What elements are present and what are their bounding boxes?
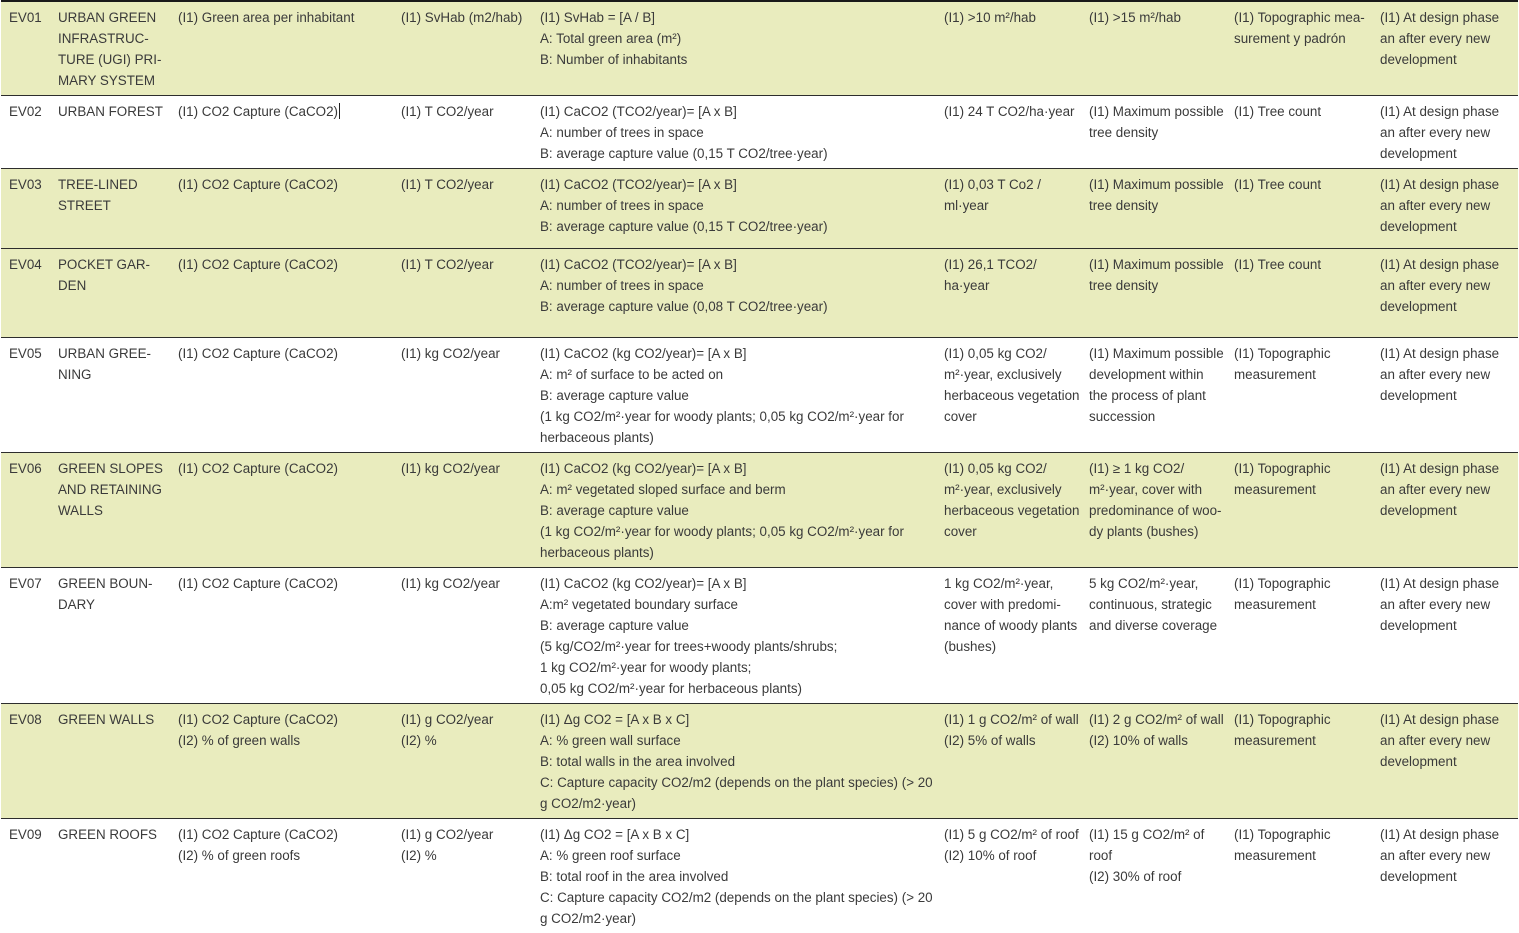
target-value-cell xyxy=(1081,1,1226,96)
method-cell xyxy=(1226,169,1372,249)
cell-line: continuous, strategic xyxy=(1089,594,1220,615)
cell-line: an after every new xyxy=(1380,594,1512,615)
formula-cell xyxy=(532,704,936,819)
cell-line: A: number of trees in space xyxy=(540,122,930,143)
cell-line: (I1) Topographic xyxy=(1234,458,1366,479)
cell-line: (I1) T CO2/year xyxy=(401,101,526,122)
indicator-cell[interactable] xyxy=(170,453,393,568)
entry-name xyxy=(50,96,170,169)
cell-line: A: m² vegetated sloped surface and berm xyxy=(540,479,930,500)
cell-line: ha·year xyxy=(944,275,1075,296)
entry-code: EV03 xyxy=(1,169,50,249)
cell-line: (I1) T CO2/year xyxy=(401,174,526,195)
cell-line: GREEN WALLS xyxy=(58,709,164,730)
indicator-cell[interactable] xyxy=(170,96,393,169)
minimum-value-cell xyxy=(936,453,1081,568)
cell-line: A: number of trees in space xyxy=(540,275,930,296)
cell-line: measurement xyxy=(1234,364,1366,385)
minimum-value-cell xyxy=(936,1,1081,96)
formula-cell xyxy=(532,96,936,169)
unit-cell xyxy=(393,819,532,933)
cell-line: (I1) At design phase xyxy=(1380,824,1512,845)
cell-line: g CO2/m2·year) xyxy=(540,793,930,814)
cell-line: (I1) CO2 Capture (CaCO2) xyxy=(178,824,387,845)
unit-cell xyxy=(393,568,532,704)
entry-name xyxy=(50,249,170,338)
cell-line: (I1) Topographic mea- xyxy=(1234,7,1366,28)
cell-line: (I2) 10% of walls xyxy=(1089,730,1220,751)
cell-line: (I1) Tree count xyxy=(1234,101,1366,122)
table-row xyxy=(1,96,1518,169)
cell-line: (I1) 0,05 kg CO2/ xyxy=(944,458,1075,479)
entry-name xyxy=(50,453,170,568)
cell-line: DEN xyxy=(58,275,164,296)
cell-line: (I1) Δg CO2 = [A x B x C] xyxy=(540,824,930,845)
cell-line: (I1) 26,1 TCO2/ xyxy=(944,254,1075,275)
cell-line: (I2) % xyxy=(401,845,526,866)
formula-cell xyxy=(532,453,936,568)
cell-line: B: average capture value (0,15 T CO2/tree·year) xyxy=(540,216,930,237)
entry-code: EV02 xyxy=(1,96,50,169)
cell-line: AND RETAINING xyxy=(58,479,164,500)
indicator-cell[interactable] xyxy=(170,568,393,704)
minimum-value-cell xyxy=(936,704,1081,819)
cell-line: (I2) 30% of roof xyxy=(1089,866,1220,887)
entry-code: EV09 xyxy=(1,819,50,933)
cell-line: 1 kg CO2/m²·year, xyxy=(944,573,1075,594)
cell-line: measurement xyxy=(1234,594,1366,615)
cell-line: B: average capture value xyxy=(540,385,930,406)
cell-line: B: Number of inhabitants xyxy=(540,49,930,70)
frequency-cell xyxy=(1372,453,1518,568)
cell-line: development xyxy=(1380,615,1512,636)
frequency-cell xyxy=(1372,819,1518,933)
cell-line: nance of woody plants xyxy=(944,615,1075,636)
cell-line: (I1) Tree count xyxy=(1234,174,1366,195)
cell-line: B: average capture value xyxy=(540,500,930,521)
indicator-cell[interactable] xyxy=(170,249,393,338)
frequency-cell xyxy=(1372,568,1518,704)
cell-line: WALLS xyxy=(58,500,164,521)
cell-line: an after every new xyxy=(1380,275,1512,296)
target-value-cell xyxy=(1081,249,1226,338)
entry-code: EV05 xyxy=(1,338,50,453)
cell-line: B: total walls in the area involved xyxy=(540,751,930,772)
method-cell xyxy=(1226,96,1372,169)
method-cell xyxy=(1226,704,1372,819)
cell-line: (I1) 15 g CO2/m² of xyxy=(1089,824,1220,845)
frequency-cell xyxy=(1372,1,1518,96)
target-value-cell xyxy=(1081,338,1226,453)
formula-cell xyxy=(532,819,936,933)
unit-cell xyxy=(393,169,532,249)
unit-cell xyxy=(393,704,532,819)
cell-line: STREET xyxy=(58,195,164,216)
cell-line: (I1) At design phase xyxy=(1380,101,1512,122)
entry-name xyxy=(50,568,170,704)
cell-line: GREEN BOUN- xyxy=(58,573,164,594)
cell-line: (I1) SvHab = [A / B] xyxy=(540,7,930,28)
cell-line: URBAN FOREST xyxy=(58,101,164,122)
frequency-cell xyxy=(1372,338,1518,453)
cell-line: (I1) T CO2/year xyxy=(401,254,526,275)
cell-line: 0,05 kg CO2/m²·year for herbaceous plants) xyxy=(540,678,930,699)
cell-line: C: Capture capacity CO2/m2 (depends on the plant species) (> 20 xyxy=(540,887,930,908)
cell-line: (I1) CaCO2 (TCO2/year)= [A x B] xyxy=(540,174,930,195)
minimum-value-cell xyxy=(936,249,1081,338)
cell-line: an after every new xyxy=(1380,479,1512,500)
cell-line: (I1) 1 g CO2/m² of wall xyxy=(944,709,1075,730)
cell-line: an after every new xyxy=(1380,122,1512,143)
cell-line: an after every new xyxy=(1380,364,1512,385)
cell-line: (I1) CO2 Capture (CaCO2) xyxy=(178,573,387,594)
cell-line: (1 kg CO2/m²·year for woody plants; 0,05 kg CO2/m²·year for xyxy=(540,521,930,542)
method-cell xyxy=(1226,568,1372,704)
cell-line: (I1) At design phase xyxy=(1380,458,1512,479)
cell-line: roof xyxy=(1089,845,1220,866)
cell-line: (I1) CO2 Capture (CaCO2) xyxy=(178,101,387,122)
table-row xyxy=(1,249,1518,338)
cell-line: and diverse coverage xyxy=(1089,615,1220,636)
cell-line: (I1) >10 m²/hab xyxy=(944,7,1075,28)
cell-line: succession xyxy=(1089,406,1220,427)
minimum-value-cell xyxy=(936,819,1081,933)
cell-line: (I1) 0,05 kg CO2/ xyxy=(944,343,1075,364)
cell-line: the process of plant xyxy=(1089,385,1220,406)
method-cell xyxy=(1226,819,1372,933)
minimum-value-cell xyxy=(936,338,1081,453)
entry-code: EV01 xyxy=(1,1,50,96)
entry-name xyxy=(50,338,170,453)
indicator-cell[interactable] xyxy=(170,1,393,96)
cell-line: (I1) Topographic xyxy=(1234,824,1366,845)
cell-line: C: Capture capacity CO2/m2 (depends on the plant species) (> 20 xyxy=(540,772,930,793)
table-row xyxy=(1,169,1518,249)
target-value-cell xyxy=(1081,704,1226,819)
unit-cell xyxy=(393,453,532,568)
cell-line: ml·year xyxy=(944,195,1075,216)
cell-line: NING xyxy=(58,364,164,385)
cell-line: development xyxy=(1380,751,1512,772)
cell-line: MARY SYSTEM xyxy=(58,70,164,91)
table-row xyxy=(1,568,1518,704)
cell-line: development xyxy=(1380,385,1512,406)
cell-line: (I2) % xyxy=(401,730,526,751)
cell-line: DARY xyxy=(58,594,164,615)
cell-line: (I1) 0,03 T Co2 / xyxy=(944,174,1075,195)
cell-line: (I1) CO2 Capture (CaCO2) xyxy=(178,709,387,730)
cell-line: A: number of trees in space xyxy=(540,195,930,216)
cell-line: herbaceous vegetation xyxy=(944,385,1075,406)
cell-line: tree density xyxy=(1089,195,1220,216)
cell-line: (I1) Maximum possible xyxy=(1089,101,1220,122)
cell-line: development xyxy=(1380,500,1512,521)
cell-line: (I1) Topographic xyxy=(1234,343,1366,364)
frequency-cell xyxy=(1372,249,1518,338)
entry-name xyxy=(50,819,170,933)
cell-line: (I2) % of green walls xyxy=(178,730,387,751)
minimum-value-cell xyxy=(936,568,1081,704)
cell-line: (I1) At design phase xyxy=(1380,254,1512,275)
cell-line: A: % green roof surface xyxy=(540,845,930,866)
cell-line: (I2) % of green roofs xyxy=(178,845,387,866)
cell-line: predominance of woo- xyxy=(1089,500,1220,521)
frequency-cell xyxy=(1372,96,1518,169)
cell-line: A:m² vegetated boundary surface xyxy=(540,594,930,615)
formula-cell xyxy=(532,338,936,453)
cell-line: (I1) CaCO2 (TCO2/year)= [A x B] xyxy=(540,254,930,275)
unit-cell xyxy=(393,1,532,96)
table-body xyxy=(1,1,1518,933)
formula-cell xyxy=(532,1,936,96)
cell-line: m²·year, exclusively xyxy=(944,364,1075,385)
target-value-cell xyxy=(1081,96,1226,169)
cell-line: (I1) CO2 Capture (CaCO2) xyxy=(178,254,387,275)
cell-line: herbaceous vegetation xyxy=(944,500,1075,521)
cell-line: (I1) CaCO2 (kg CO2/year)= [A x B] xyxy=(540,458,930,479)
table-row xyxy=(1,819,1518,933)
target-value-cell xyxy=(1081,568,1226,704)
cell-line: A: Total green area (m²) xyxy=(540,28,930,49)
cell-line: tree density xyxy=(1089,122,1220,143)
cell-line: (I1) At design phase xyxy=(1380,573,1512,594)
cell-line: B: average capture value xyxy=(540,615,930,636)
unit-cell xyxy=(393,338,532,453)
cell-line: GREEN ROOFS xyxy=(58,824,164,845)
cell-line: (I1) CaCO2 (kg CO2/year)= [A x B] xyxy=(540,343,930,364)
cell-line: TURE (UGI) PRI- xyxy=(58,49,164,70)
cell-line: URBAN GREE- xyxy=(58,343,164,364)
indicators-table xyxy=(1,0,1518,933)
cell-line: 5 kg CO2/m²·year, xyxy=(1089,573,1220,594)
cell-line: an after every new xyxy=(1380,28,1512,49)
unit-cell xyxy=(393,96,532,169)
cell-line: measurement xyxy=(1234,730,1366,751)
cell-line: (I1) ≥ 1 kg CO2/ xyxy=(1089,458,1220,479)
cell-line: URBAN GREEN xyxy=(58,7,164,28)
cell-line: GREEN SLOPES xyxy=(58,458,164,479)
cell-line: (I1) Maximum possible xyxy=(1089,174,1220,195)
entry-name xyxy=(50,169,170,249)
cell-line: (I1) 2 g CO2/m² of wall xyxy=(1089,709,1220,730)
cell-line: surement y padrón xyxy=(1234,28,1366,49)
cell-line: an after every new xyxy=(1380,730,1512,751)
method-cell xyxy=(1226,338,1372,453)
cell-line: an after every new xyxy=(1380,845,1512,866)
cell-line: cover with predomi- xyxy=(944,594,1075,615)
frequency-cell xyxy=(1372,169,1518,249)
cell-line: (I1) 5 g CO2/m² of roof xyxy=(944,824,1075,845)
minimum-value-cell xyxy=(936,169,1081,249)
cell-line: (I1) At design phase xyxy=(1380,174,1512,195)
cell-line: g CO2/m2·year) xyxy=(540,908,930,929)
cell-line: B: average capture value (0,15 T CO2/tree·year) xyxy=(540,143,930,164)
cell-line: m²·year, exclusively xyxy=(944,479,1075,500)
cell-line: an after every new xyxy=(1380,195,1512,216)
cell-line: TREE-LINED xyxy=(58,174,164,195)
cell-line: (I1) 24 T CO2/ha·year xyxy=(944,101,1075,122)
cell-line: (I1) CaCO2 (kg CO2/year)= [A x B] xyxy=(540,573,930,594)
cell-line: dy plants (bushes) xyxy=(1089,521,1220,542)
cell-line: (I1) At design phase xyxy=(1380,7,1512,28)
cell-line: (I1) Maximum possible xyxy=(1089,343,1220,364)
cell-line: herbaceous plants) xyxy=(540,542,930,563)
frequency-cell xyxy=(1372,704,1518,819)
table-row xyxy=(1,704,1518,819)
cell-line: (I1) kg CO2/year xyxy=(401,458,526,479)
cell-line: development within xyxy=(1089,364,1220,385)
indicator-cell[interactable] xyxy=(170,338,393,453)
cell-line: INFRASTRUC- xyxy=(58,28,164,49)
cell-line: (I1) >15 m²/hab xyxy=(1089,7,1220,28)
indicator-cell[interactable] xyxy=(170,704,393,819)
cell-line: 1 kg CO2/m²·year for woody plants; xyxy=(540,657,930,678)
cell-line: development xyxy=(1380,49,1512,70)
method-cell xyxy=(1226,453,1372,568)
formula-cell xyxy=(532,169,936,249)
cell-line: B: average capture value (0,08 T CO2/tree·year) xyxy=(540,296,930,317)
formula-cell xyxy=(532,249,936,338)
entry-code: EV04 xyxy=(1,249,50,338)
cell-line: m²·year, cover with xyxy=(1089,479,1220,500)
entry-name xyxy=(50,704,170,819)
cell-line: (I1) Maximum possible xyxy=(1089,254,1220,275)
cell-line: (5 kg/CO2/m²·year for trees+woody plants/shrubs; xyxy=(540,636,930,657)
method-cell xyxy=(1226,1,1372,96)
target-value-cell xyxy=(1081,169,1226,249)
cell-line: development xyxy=(1380,866,1512,887)
table-row xyxy=(1,1,1518,96)
minimum-value-cell xyxy=(936,96,1081,169)
entry-code: EV06 xyxy=(1,453,50,568)
formula-cell xyxy=(532,568,936,704)
unit-cell xyxy=(393,249,532,338)
cell-line: development xyxy=(1380,216,1512,237)
cell-line: A: % green wall surface xyxy=(540,730,930,751)
entry-name xyxy=(50,1,170,96)
cell-line: (I1) kg CO2/year xyxy=(401,573,526,594)
cell-line: POCKET GAR- xyxy=(58,254,164,275)
cell-line: (I1) g CO2/year xyxy=(401,824,526,845)
cell-line: cover xyxy=(944,521,1075,542)
cell-line: (bushes) xyxy=(944,636,1075,657)
cell-line: (I1) Topographic xyxy=(1234,573,1366,594)
cell-line: tree density xyxy=(1089,275,1220,296)
cell-line: herbaceous plants) xyxy=(540,427,930,448)
entry-code: EV07 xyxy=(1,568,50,704)
text-cursor-icon xyxy=(339,103,340,119)
target-value-cell xyxy=(1081,819,1226,933)
cell-line: (I2) 10% of roof xyxy=(944,845,1075,866)
cell-line: (I1) Tree count xyxy=(1234,254,1366,275)
cell-line: (1 kg CO2/m²·year for woody plants; 0,05 kg CO2/m²·year for xyxy=(540,406,930,427)
method-cell xyxy=(1226,249,1372,338)
cell-line: (I1) Δg CO2 = [A x B x C] xyxy=(540,709,930,730)
table-row xyxy=(1,338,1518,453)
cell-line: cover xyxy=(944,406,1075,427)
cell-line: (I1) CO2 Capture (CaCO2) xyxy=(178,343,387,364)
indicator-cell[interactable] xyxy=(170,169,393,249)
cell-line: (I1) At design phase xyxy=(1380,709,1512,730)
cell-line: A: m² of surface to be acted on xyxy=(540,364,930,385)
cell-line: (I2) 5% of walls xyxy=(944,730,1075,751)
cell-line: B: total roof in the area involved xyxy=(540,866,930,887)
entry-code: EV08 xyxy=(1,704,50,819)
cell-line: (I1) CaCO2 (TCO2/year)= [A x B] xyxy=(540,101,930,122)
cell-line: (I1) CO2 Capture (CaCO2) xyxy=(178,458,387,479)
cell-line: development xyxy=(1380,143,1512,164)
cell-line: development xyxy=(1380,296,1512,317)
indicator-cell[interactable] xyxy=(170,819,393,933)
cell-line: (I1) CO2 Capture (CaCO2) xyxy=(178,174,387,195)
cell-line: (I1) At design phase xyxy=(1380,343,1512,364)
cell-line: (I1) kg CO2/year xyxy=(401,343,526,364)
cell-line: (I1) g CO2/year xyxy=(401,709,526,730)
cell-line: (I1) Green area per inhabitant xyxy=(178,7,387,28)
cell-line: measurement xyxy=(1234,845,1366,866)
cell-line: (I1) Topographic xyxy=(1234,709,1366,730)
table-row xyxy=(1,453,1518,568)
target-value-cell xyxy=(1081,453,1226,568)
cell-line: (I1) SvHab (m2/hab) xyxy=(401,7,526,28)
cell-line: measurement xyxy=(1234,479,1366,500)
